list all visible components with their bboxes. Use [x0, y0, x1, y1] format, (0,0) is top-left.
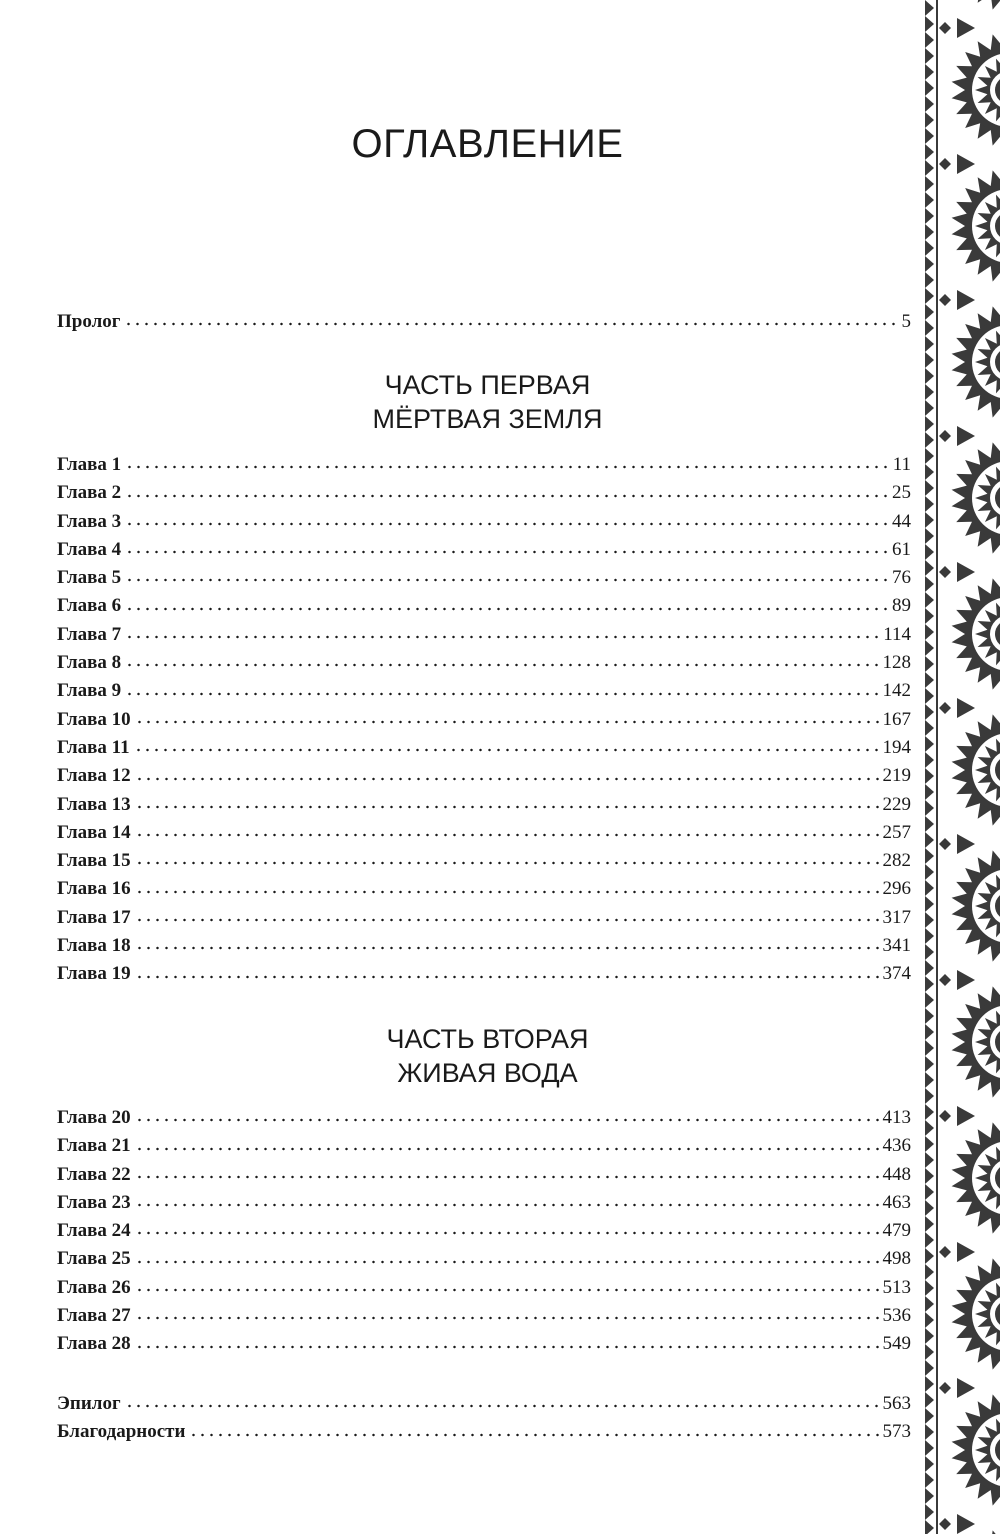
toc-page-number: 61 — [892, 538, 911, 560]
toc-row[interactable] — [57, 1104, 911, 1132]
toc-page-number: 219 — [882, 765, 911, 787]
toc-page-number: 498 — [882, 1248, 911, 1270]
ethnic-ornament-border-icon — [925, 0, 1000, 1534]
toc-page-number: 549 — [882, 1333, 911, 1355]
toc-page-number: 341 — [882, 935, 911, 957]
toc-label: Глава 17 — [57, 906, 131, 928]
back-matter-list — [57, 1390, 911, 1447]
toc-label: Глава 4 — [57, 538, 122, 560]
toc-page-number: 282 — [882, 850, 911, 872]
toc-page-number: 89 — [892, 595, 911, 617]
toc-page-number: 194 — [882, 736, 911, 758]
dot-leader — [135, 1258, 880, 1266]
toc-row[interactable] — [57, 1330, 911, 1358]
dot-leader — [135, 1229, 880, 1237]
toc-label: Глава 12 — [57, 765, 131, 787]
toc-page-number: 413 — [882, 1107, 911, 1128]
toc-page-number: 128 — [882, 652, 911, 674]
toc-label: Глава 2 — [57, 482, 122, 504]
toc-page-number: 448 — [882, 1163, 911, 1185]
toc-label: Глава 21 — [57, 1135, 131, 1157]
toc-label: Глава 5 — [57, 567, 122, 589]
dot-leader — [135, 916, 880, 924]
toc-label: Глава 8 — [57, 652, 122, 674]
toc-row-prologue[interactable] — [57, 308, 911, 336]
toc-row[interactable] — [57, 1132, 911, 1160]
dot-leader — [125, 520, 889, 528]
toc-row[interactable] — [57, 1418, 911, 1446]
toc-row[interactable] — [57, 564, 911, 592]
part-one-heading — [0, 368, 975, 436]
toc-row[interactable] — [57, 536, 911, 564]
toc-row[interactable] — [57, 1161, 911, 1189]
dot-leader — [125, 576, 889, 584]
part-two-chapter-list — [57, 1104, 911, 1359]
toc-row[interactable] — [57, 706, 911, 734]
toc-row[interactable] — [57, 819, 911, 847]
toc-row[interactable] — [57, 649, 911, 677]
toc-page-number: 513 — [882, 1276, 911, 1298]
toc-label: Глава 19 — [57, 963, 131, 985]
toc-label: Глава 26 — [57, 1276, 131, 1298]
toc-row[interactable] — [57, 875, 911, 903]
dot-leader — [135, 888, 880, 896]
toc-page-number: 317 — [882, 906, 911, 928]
toc-row[interactable] — [57, 621, 911, 649]
toc-page-number: 573 — [882, 1421, 911, 1443]
toc-row[interactable] — [57, 1189, 911, 1217]
toc-label: Глава 20 — [57, 1107, 131, 1128]
dot-leader — [134, 746, 880, 754]
dot-leader — [125, 605, 889, 613]
part-two-title: ЖИВАЯ ВОДА — [397, 1058, 578, 1088]
dot-leader — [189, 1431, 879, 1439]
toc-label: Глава 25 — [57, 1248, 131, 1270]
dot-leader — [125, 661, 879, 669]
toc-row[interactable] — [57, 847, 911, 875]
dot-leader — [135, 831, 880, 839]
toc-page-number: 463 — [882, 1191, 911, 1213]
toc-page-number: 25 — [892, 482, 911, 504]
part-one-title: МЁРТВАЯ ЗЕМЛЯ — [372, 404, 603, 434]
toc-page-number: 257 — [882, 821, 911, 843]
toc-row[interactable] — [57, 451, 911, 479]
part-two-number: ЧАСТЬ ВТОРАЯ — [386, 1024, 589, 1054]
toc-row[interactable] — [57, 1245, 911, 1273]
dot-leader — [135, 1343, 880, 1351]
toc-label: Глава 10 — [57, 708, 131, 730]
dot-leader — [135, 803, 880, 811]
toc-row[interactable] — [57, 1217, 911, 1245]
toc-row[interactable] — [57, 1390, 911, 1418]
dot-leader — [135, 775, 880, 783]
toc-label: Глава 13 — [57, 793, 131, 815]
dot-leader — [125, 492, 889, 500]
toc-label: Эпилог — [57, 1393, 121, 1414]
toc-label: Глава 15 — [57, 850, 131, 872]
toc-row[interactable] — [57, 1274, 911, 1302]
dot-leader — [135, 1145, 880, 1153]
toc-row[interactable] — [57, 960, 911, 988]
toc-label: Глава 27 — [57, 1305, 131, 1327]
dot-leader — [125, 633, 880, 641]
toc-page-number: 76 — [892, 567, 911, 589]
toc-page-number: 563 — [882, 1393, 911, 1414]
toc-page-number: 229 — [882, 793, 911, 815]
toc-row[interactable] — [57, 677, 911, 705]
toc-row[interactable] — [57, 734, 911, 762]
toc-page-number: 5 — [901, 311, 911, 332]
toc-row[interactable] — [57, 904, 911, 932]
toc-row[interactable] — [57, 791, 911, 819]
toc-label: Глава 16 — [57, 878, 131, 900]
toc-page-number: 536 — [882, 1305, 911, 1327]
toc-label: Глава 14 — [57, 821, 131, 843]
toc-page-number: 114 — [883, 623, 911, 645]
toc-label: Глава 3 — [57, 510, 122, 532]
page-title: ОГЛАВЛЕНИЕ — [351, 122, 624, 166]
toc-page-number: 142 — [882, 680, 911, 702]
dot-leader — [135, 944, 880, 952]
dot-leader — [135, 1286, 880, 1294]
part-two-heading — [0, 1022, 975, 1090]
toc-label: Пролог — [57, 311, 121, 332]
dot-leader — [135, 1314, 880, 1322]
toc-row[interactable] — [57, 1302, 911, 1330]
toc-row[interactable] — [57, 762, 911, 790]
toc-page-number: 296 — [882, 878, 911, 900]
dot-leader — [135, 1173, 880, 1181]
dot-leader — [125, 690, 879, 698]
toc-label: Глава 23 — [57, 1191, 131, 1213]
toc-label: Глава 28 — [57, 1333, 131, 1355]
dot-leader — [135, 718, 880, 726]
toc-row[interactable] — [57, 508, 911, 536]
toc-page-number: 11 — [892, 454, 911, 475]
toc-label: Глава 6 — [57, 595, 122, 617]
dot-leader — [135, 973, 880, 981]
toc-row[interactable] — [57, 932, 911, 960]
toc-page-number: 167 — [882, 708, 911, 730]
toc-label: Глава 22 — [57, 1163, 131, 1185]
toc-row[interactable] — [57, 592, 911, 620]
toc-page-number: 436 — [882, 1135, 911, 1157]
dot-leader — [135, 859, 880, 867]
dot-leader — [125, 1402, 880, 1410]
toc-label: Благодарности — [57, 1421, 186, 1443]
part-one-chapter-list — [57, 451, 911, 989]
toc-label: Глава 1 — [57, 454, 122, 475]
dot-leader — [125, 548, 889, 556]
part-one-number: ЧАСТЬ ПЕРВАЯ — [384, 370, 591, 400]
toc-label: Глава 11 — [57, 736, 130, 758]
dot-leader — [124, 320, 898, 328]
toc-label: Глава 24 — [57, 1220, 131, 1242]
toc-label: Глава 7 — [57, 623, 122, 645]
dot-leader — [135, 1201, 880, 1209]
toc-row[interactable] — [57, 479, 911, 507]
toc-label: Глава 9 — [57, 680, 122, 702]
toc-page-number: 44 — [892, 510, 911, 532]
dot-leader — [135, 1116, 880, 1124]
dot-leader — [125, 463, 890, 471]
toc-page-number: 479 — [882, 1220, 911, 1242]
prologue-list — [57, 308, 911, 336]
toc-label: Глава 18 — [57, 935, 131, 957]
toc-page-number: 374 — [882, 963, 911, 985]
